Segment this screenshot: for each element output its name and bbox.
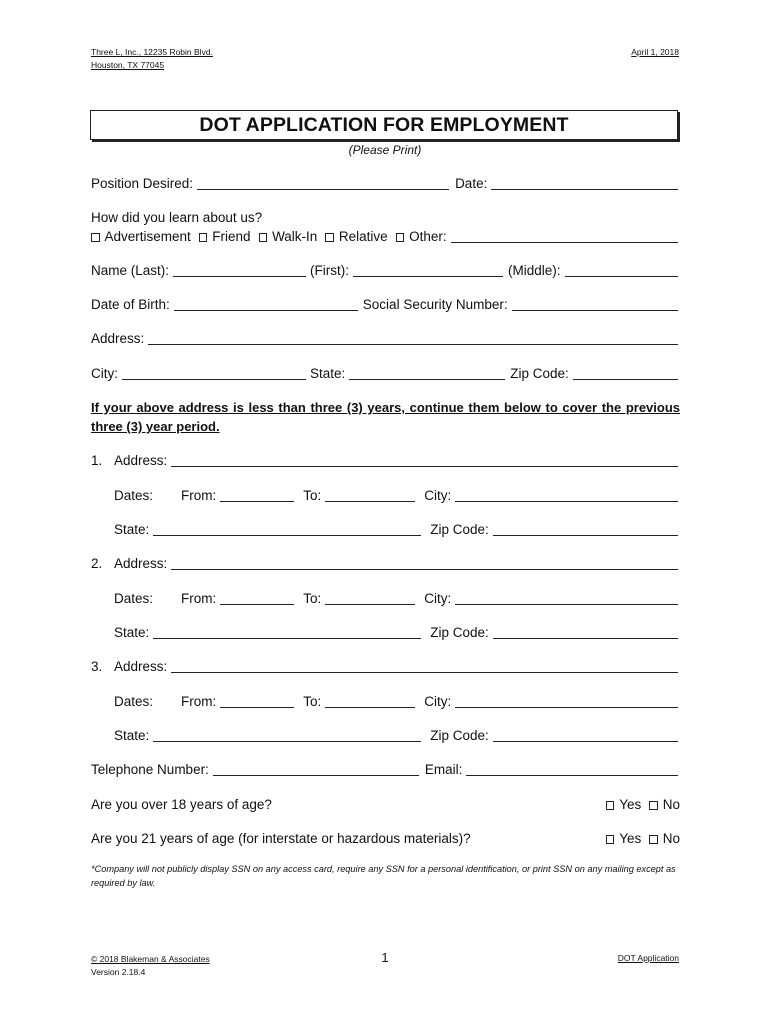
prev-1-from-label: From: [181, 488, 217, 503]
prev-1-state-row [114, 521, 680, 538]
prev-3-number: 3. [91, 659, 103, 674]
version: Version 2.18.4 [91, 967, 146, 977]
prev-1-dates-label: Dates: [114, 488, 154, 503]
prev-address-1-row [91, 452, 680, 469]
advertisement-checkbox[interactable] [91, 233, 100, 242]
age-21-no[interactable]: No [649, 830, 680, 847]
email-label: Email: [424, 762, 463, 777]
prev-2-address-field[interactable] [171, 556, 678, 570]
position-desired-label: Position Desired: [91, 176, 194, 191]
prev-2-city-label: City: [424, 591, 452, 606]
relative-checkbox[interactable] [325, 233, 334, 242]
prev-3-zip-label: Zip Code: [430, 728, 489, 743]
dob-ssn-row [91, 296, 680, 313]
prev-2-dates-row [114, 590, 680, 607]
dob-field[interactable] [174, 297, 358, 311]
state-label: State: [310, 366, 346, 381]
prev-3-address-label: Address: [114, 659, 168, 674]
address-field[interactable] [148, 331, 678, 345]
name-first-label: (First): [310, 263, 350, 278]
prev-2-from-label: From: [181, 591, 217, 606]
name-first-field[interactable] [353, 263, 503, 277]
telephone-label: Telephone Number: [91, 762, 209, 777]
prev-3-city-field[interactable] [455, 694, 678, 708]
prev-3-address-field[interactable] [171, 659, 678, 673]
age-18-row [91, 796, 680, 813]
age-21-no-checkbox[interactable] [649, 835, 658, 844]
prev-2-number: 2. [91, 556, 103, 571]
prev-3-from-label: From: [181, 694, 217, 709]
prev-3-from-field[interactable] [220, 694, 294, 708]
position-desired-field[interactable] [197, 176, 449, 190]
prev-1-state-field[interactable] [153, 522, 421, 536]
zip-field[interactable] [573, 366, 678, 380]
prev-2-city-field[interactable] [455, 591, 678, 605]
prev-3-zip-field[interactable] [493, 728, 678, 742]
address-label: Address: [91, 331, 145, 346]
how-learn-row [91, 209, 680, 226]
option-advertisement[interactable]: Advertisement [91, 228, 191, 245]
option-friend[interactable]: Friend [199, 228, 251, 245]
prev-2-to-label: To: [303, 591, 322, 606]
prev-3-dates-row [114, 693, 680, 710]
date-field[interactable] [491, 176, 678, 190]
age-18-no-checkbox[interactable] [649, 801, 658, 810]
age-21-yes-checkbox[interactable] [606, 835, 615, 844]
prev-1-to-label: To: [303, 488, 322, 503]
title-box [90, 110, 678, 140]
prev-2-address-label: Address: [114, 556, 168, 571]
company-line-1: Three L, Inc., 12235 Robin Blvd. [91, 47, 213, 57]
age-18-no[interactable]: No [649, 796, 680, 813]
how-learn-label: How did you learn about us? [91, 210, 263, 225]
company-line-2: Houston, TX 77045 [91, 60, 165, 70]
prev-1-number: 1. [91, 453, 103, 468]
prev-1-from-field[interactable] [220, 488, 294, 502]
name-middle-label: (Middle): [508, 263, 561, 278]
age-18-yes[interactable]: Yes [606, 796, 642, 813]
doc-name: DOT Application [617, 953, 679, 963]
city-field[interactable] [122, 366, 306, 380]
prev-1-to-field[interactable] [325, 488, 415, 502]
position-row [91, 175, 680, 192]
prev-2-zip-label: Zip Code: [430, 625, 489, 640]
prev-1-zip-label: Zip Code: [430, 522, 489, 537]
prev-2-state-row [114, 624, 680, 641]
prev-address-3-row [91, 658, 680, 675]
city-state-zip-row [91, 365, 680, 382]
prev-1-city-label: City: [424, 488, 452, 503]
prev-1-zip-field[interactable] [493, 522, 678, 536]
other-checkbox[interactable] [396, 233, 405, 242]
prev-2-zip-field[interactable] [493, 625, 678, 639]
state-field[interactable] [349, 366, 505, 380]
age-18-yes-checkbox[interactable] [606, 801, 615, 810]
page-title: DOT APPLICATION FOR EMPLOYMENT [199, 113, 569, 136]
friend-checkbox[interactable] [199, 233, 208, 242]
prev-2-to-field[interactable] [325, 591, 415, 605]
prev-3-state-label: State: [114, 728, 150, 743]
prev-3-city-label: City: [424, 694, 452, 709]
prev-3-dates-label: Dates: [114, 694, 154, 709]
prev-3-state-row [114, 727, 680, 744]
header-date: April 1, 2018 [631, 47, 679, 57]
name-middle-field[interactable] [565, 263, 678, 277]
option-walk-in[interactable]: Walk-In [259, 228, 318, 245]
prev-3-state-field[interactable] [153, 728, 421, 742]
name-last-label: Name (Last): [91, 263, 170, 278]
prev-1-state-label: State: [114, 522, 150, 537]
option-other[interactable]: Other: [396, 228, 447, 245]
page-number: 1 [381, 950, 389, 965]
city-label: City: [91, 366, 118, 381]
contact-row [91, 761, 680, 778]
ssn-footnote: *Company will not publicly display SSN on any access card, require any SSN for a personal identification, or print SSN on any mailing except as required by law. [91, 864, 676, 888]
ssn-label: Social Security Number: [362, 297, 508, 312]
prev-1-dates-row [114, 487, 680, 504]
previous-address-note: If your above address is less than three (3) years, continue them below to cover the previous three (3) year period. [91, 400, 680, 434]
age-18-question: Are you over 18 years of age? [91, 797, 272, 812]
date-label: Date: [455, 176, 488, 191]
company-address [91, 46, 213, 72]
prev-2-state-label: State: [114, 625, 150, 640]
prev-1-address-label: Address: [114, 453, 168, 468]
prev-3-to-field[interactable] [325, 694, 415, 708]
learn-options-row [91, 228, 680, 245]
prev-2-state-field[interactable] [153, 625, 421, 639]
prev-3-to-label: To: [303, 694, 322, 709]
prev-2-dates-label: Dates: [114, 591, 154, 606]
age-21-yes[interactable]: Yes [606, 830, 642, 847]
prev-1-address-field[interactable] [171, 453, 678, 467]
zip-label: Zip Code: [510, 366, 569, 381]
prev-2-from-field[interactable] [220, 591, 294, 605]
page-subtitle: (Please Print) [348, 143, 422, 157]
age-21-row [91, 830, 680, 847]
other-field[interactable] [451, 229, 678, 243]
address-row [91, 330, 680, 347]
age-21-question: Are you 21 years of age (for interstate or hazardous materials)? [91, 831, 471, 846]
prev-address-2-row [91, 555, 680, 572]
ssn-field[interactable] [512, 297, 678, 311]
walk-in-checkbox[interactable] [259, 233, 268, 242]
copyright: © 2018 Blakeman & Associates [91, 954, 210, 964]
email-field[interactable] [466, 762, 678, 776]
prev-1-city-field[interactable] [455, 488, 678, 502]
option-relative[interactable]: Relative [325, 228, 387, 245]
dob-label: Date of Birth: [91, 297, 170, 312]
telephone-field[interactable] [213, 762, 419, 776]
name-last-field[interactable] [173, 263, 306, 277]
name-row [91, 262, 680, 279]
